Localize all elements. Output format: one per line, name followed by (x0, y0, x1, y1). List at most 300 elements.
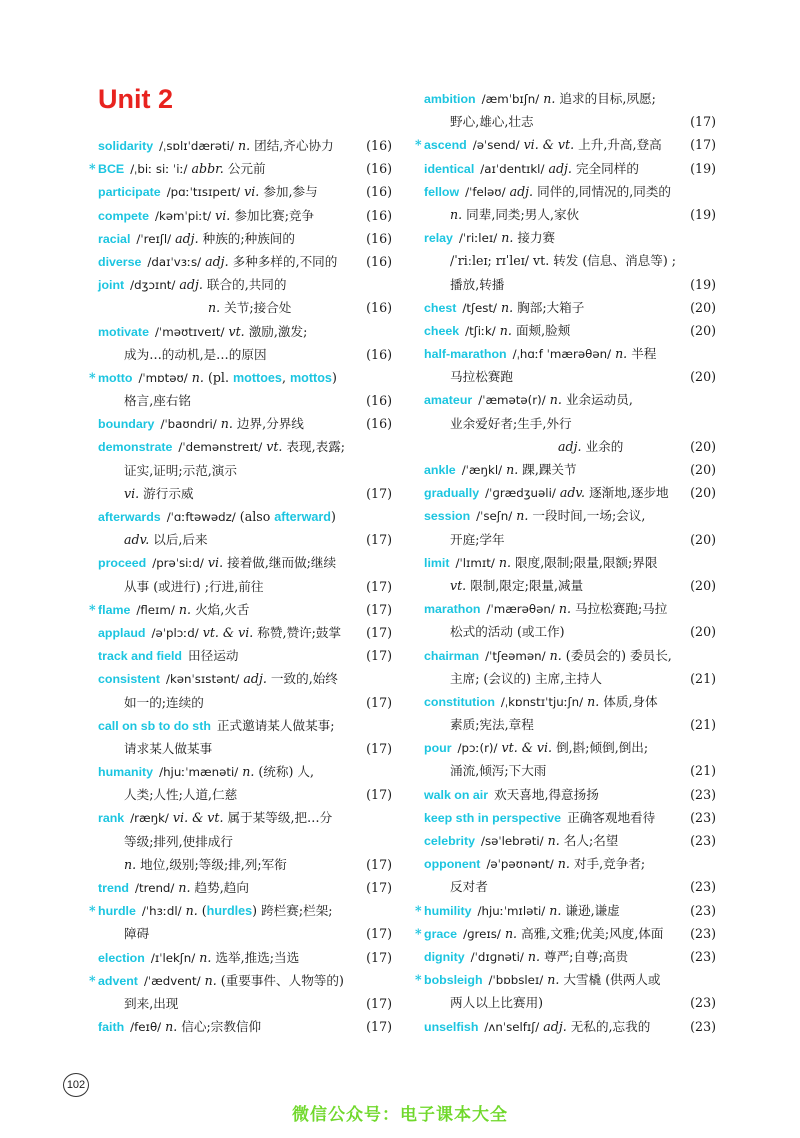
definition: 谦逊,谦虚 (565, 902, 620, 918)
definition: 半程 (631, 346, 657, 362)
headword: racial (98, 231, 131, 246)
vocab-entry (89, 157, 392, 180)
pronunciation: /ˈædvent/ (143, 973, 201, 988)
page-ref: (17) (366, 926, 392, 942)
pronunciation: /ˈmærəθən/ (486, 602, 555, 617)
page-ref: (23) (690, 1018, 716, 1034)
headword: unselfish (424, 1019, 479, 1034)
pronunciation: /səˈlebrəti/ (480, 834, 544, 848)
vocab-entry (424, 157, 716, 180)
vocab-entry (424, 644, 716, 667)
definition: 接力赛 (517, 230, 556, 246)
headword: humility (424, 903, 472, 918)
page-ref: (17) (366, 485, 392, 501)
vocab-entry (98, 714, 392, 737)
page-ref: (20) (690, 462, 716, 477)
vocab-entry (424, 296, 716, 319)
part-of-speech: n. (185, 903, 198, 919)
vocab-entry (98, 644, 392, 667)
vocab-column-left (89, 134, 392, 1038)
page-ref: (20) (690, 624, 716, 640)
vocab-entry (98, 204, 392, 227)
part-of-speech: adv. (124, 532, 150, 548)
definition: 火焰,火舌 (195, 601, 250, 617)
optional-star-mark: * (415, 972, 422, 988)
definition: 无私的,忘我的 (570, 1018, 651, 1034)
definition: 业余爱好者;生手,外行 (450, 415, 572, 431)
pronunciation: /ˈæmətə(r)/ (478, 393, 546, 408)
pronunciation: /tʃiːk/ (465, 323, 496, 338)
vocab-entry (415, 968, 716, 991)
page-ref: (19) (690, 206, 716, 222)
part-of-speech: n. (504, 925, 518, 941)
headword: bobsleigh (424, 973, 483, 988)
headword: ascend (424, 138, 467, 153)
vocab-entry (424, 504, 716, 527)
headword: pour (424, 741, 452, 756)
vocab-entry-continuation (424, 528, 716, 551)
page-ref: (16) (366, 138, 392, 153)
page-ref: (17) (366, 787, 392, 803)
definition: 涌流,倾泻;下大雨 (450, 763, 547, 779)
definition: 地位,级别;等级;排,列;军衔 (140, 856, 287, 872)
part-of-speech: n. (549, 647, 562, 663)
pronunciation: /ˈmɒtəʊ/ (138, 370, 188, 385)
page-ref: (17) (366, 1019, 392, 1035)
part-of-speech: n. (124, 856, 137, 872)
definition: (pl. (207, 369, 233, 385)
definition: 以后,后来 (153, 532, 208, 548)
part-of-speech: n. (208, 300, 221, 316)
definition: 业余运动员, (565, 392, 633, 408)
headword: humanity (98, 765, 154, 780)
definition: 业余的 (585, 438, 624, 454)
pronunciation: /prəˈsiːd/ (152, 556, 204, 571)
part-of-speech: n. (199, 949, 212, 965)
vocab-entry-continuation (424, 667, 716, 690)
vocab-entry (89, 899, 392, 922)
part-of-speech: vi. (215, 207, 231, 223)
page-ref: (17) (366, 648, 392, 664)
page-ref: (17) (366, 624, 392, 640)
part-of-speech: n. (204, 972, 217, 988)
page-ref: (17) (690, 137, 716, 153)
headword: session (424, 509, 471, 524)
vocab-entry (415, 899, 716, 922)
headword: constitution (424, 694, 495, 709)
vocab-entry (415, 133, 716, 156)
separator: , (281, 369, 290, 385)
page-ref: (17) (366, 740, 392, 756)
definition: 参加,参与 (263, 184, 318, 200)
headword: dignity (424, 949, 465, 964)
headword: amateur (424, 393, 473, 408)
page-ref: (17) (366, 949, 392, 965)
vocab-entry (98, 435, 392, 458)
definition: 公元前 (227, 161, 266, 177)
vocab-entry (424, 806, 716, 829)
page-ref: (17) (366, 601, 392, 617)
vocab-entry (424, 690, 716, 713)
page-ref: (16) (366, 184, 392, 200)
part-of-speech: n. (450, 206, 463, 222)
vocab-entry-continuation (424, 412, 716, 435)
optional-star-mark: * (89, 903, 96, 919)
headword: solidarity (98, 139, 154, 153)
pronunciation: /kəmˈpiːt/ (154, 208, 212, 223)
part-of-speech: n. (587, 693, 600, 709)
definition: 从事 (或进行) ;行进,前往 (124, 578, 264, 594)
vocab-entry-continuation (98, 853, 392, 876)
part-of-speech: n. (165, 1019, 178, 1035)
vocab-entry (424, 226, 716, 249)
optional-star-mark: * (89, 601, 96, 617)
definition: 障碍 (124, 926, 150, 942)
vocab-entry-continuation (424, 435, 716, 458)
definition: 野心,雄心,壮志 (450, 114, 534, 130)
pronunciation: /æmˈbɪʃn/ (481, 92, 540, 106)
definition: 游行示威 (143, 485, 194, 501)
headword: identical (424, 161, 475, 176)
optional-star-mark: * (89, 972, 96, 988)
pronunciation: /ˈɡrædʒuəli/ (485, 486, 556, 501)
headword: advent (98, 973, 138, 988)
pronunciation: /ˌbiː siː ˈiː/ (130, 162, 188, 177)
optional-star-mark: * (89, 161, 96, 177)
variant-form: afterward (274, 510, 331, 524)
definition: 追求的目标,夙愿; (559, 91, 656, 106)
definition: /ˈriːleɪ; rɪˈleɪ/ vt. 转发 (信息、消息等) ; (450, 253, 677, 269)
definition: 播放,转播 (450, 276, 505, 292)
definition: 正式邀请某人做某事; (216, 717, 335, 733)
part-of-speech: vt. & vi. (202, 624, 254, 640)
page-ref: (16) (366, 416, 392, 432)
headword: chest (424, 300, 457, 315)
vocab-entry-continuation (98, 459, 392, 482)
definition: 同伴的,同情况的,同类的 (537, 183, 672, 199)
definition: 反对者 (450, 879, 488, 895)
vocab-entry-continuation (424, 574, 716, 597)
vocab-entry (98, 1015, 392, 1038)
vocab-entry-continuation (98, 528, 392, 551)
definition: 一段时间,一场;会议, (532, 508, 646, 524)
definition: 联合的,共同的 (206, 277, 287, 293)
pronunciation: /ˈbɒbsleɪ/ (488, 973, 544, 988)
vocab-entry-continuation (424, 110, 716, 133)
vocab-entry (98, 760, 392, 783)
definition-tail: ) (331, 369, 337, 385)
headword: track and field (98, 649, 183, 664)
part-of-speech: n. (501, 230, 514, 246)
definition: 成为…的动机,是…的原因 (124, 346, 267, 362)
vocab-entry-continuation (98, 737, 392, 760)
page-ref: (23) (690, 833, 716, 848)
part-of-speech: vi. & vt. (172, 810, 224, 826)
vocab-entry (98, 250, 392, 273)
vocab-entry (89, 598, 392, 621)
vocab-entry (98, 320, 392, 343)
pronunciation: /feɪθ/ (130, 1020, 162, 1035)
page-ref: (16) (366, 346, 392, 362)
definition: 高雅,文雅;优美;风度,体面 (521, 925, 664, 941)
definition: 两人以上比赛用) (450, 995, 544, 1011)
page-ref: (23) (690, 948, 716, 964)
part-of-speech: adv. (559, 485, 586, 501)
headword: call on sb to do sth (98, 718, 211, 733)
pronunciation: /trend/ (135, 881, 175, 895)
vocab-entry (89, 366, 392, 389)
definition: 种族的;种族间的 (202, 230, 295, 246)
page-number: 102 (63, 1073, 89, 1097)
definition: (统称) 人, (258, 764, 314, 780)
page-ref: (20) (690, 485, 716, 501)
vocab-entry (415, 922, 716, 945)
pronunciation: /hjuːˈmænəti/ (159, 765, 239, 780)
definition: 等级;排列,使排成行 (124, 833, 233, 849)
vocab-entry (424, 319, 716, 342)
part-of-speech: n. (615, 346, 628, 362)
definition: 尊严;自尊;高贵 (543, 948, 629, 964)
pronunciation: /ˈhɜːdl/ (141, 904, 182, 919)
definition: 证实,证明;示范,演示 (124, 462, 237, 478)
pronunciation: /pɑːˈtɪsɪpeɪt/ (166, 185, 241, 200)
vocab-entry (98, 180, 392, 203)
part-of-speech: adj. (205, 253, 229, 269)
headword: ankle (424, 463, 456, 477)
headword: demonstrate (98, 440, 173, 455)
definition: 胸部;大箱子 (517, 299, 585, 315)
pronunciation: /daɪˈvɜːs/ (147, 254, 202, 269)
definition: 主席; (会议的) 主席,主持人 (450, 670, 603, 686)
part-of-speech: vt. & vi. (501, 740, 553, 756)
definition: 大雪橇 (供两人或 (563, 972, 661, 988)
definition: 人类;人性;人道,仁慈 (124, 787, 238, 803)
vocab-entry (424, 180, 716, 203)
optional-star-mark: * (415, 925, 422, 941)
definition: 限度,限制;限量,限额;界限 (515, 554, 658, 570)
definition: 完全同样的 (575, 160, 639, 176)
pronunciation: /ˈriːleɪ/ (458, 231, 498, 246)
vocab-entry (424, 945, 716, 968)
optional-star-mark: * (415, 902, 422, 918)
pronunciation: /ræŋk/ (130, 811, 169, 826)
headword: fellow (424, 184, 460, 199)
vocab-entry-continuation (98, 691, 392, 714)
definition: 名人;名望 (563, 833, 619, 848)
vocab-entry (424, 458, 716, 481)
headword: relay (424, 231, 453, 246)
page-ref: (16) (366, 161, 392, 177)
definition: 表现,表露; (286, 439, 346, 455)
pronunciation: /ˈməʊtɪveɪt/ (154, 324, 225, 339)
part-of-speech: adj. (543, 1018, 567, 1034)
headword: proceed (98, 556, 147, 571)
headword: opponent (424, 857, 481, 872)
page-ref: (19) (690, 276, 716, 292)
definition: 激励,激发; (248, 323, 308, 339)
watermark: 微信公众号：电子课本大全 (292, 1105, 508, 1125)
definition: 体质,身体 (603, 693, 658, 709)
headword: BCE (98, 162, 125, 177)
pronunciation: /pɔː(r)/ (457, 741, 498, 756)
vocab-entry (424, 597, 716, 620)
definition: 关节;接合处 (224, 300, 292, 316)
vocab-entry (89, 969, 392, 992)
headword: marathon (424, 602, 481, 617)
definition: 马拉松赛跑;马拉 (574, 601, 668, 617)
part-of-speech: n. (558, 601, 571, 617)
vocab-entry-continuation (424, 273, 716, 296)
vocab-entry-continuation (98, 575, 392, 598)
part-of-speech: vi. (207, 555, 224, 571)
headword: participate (98, 185, 161, 200)
definition: ( (201, 903, 207, 919)
vocab-entry-continuation (98, 922, 392, 945)
headword: celebrity (424, 834, 475, 848)
pronunciation: /ɪˈlekʃn/ (150, 950, 196, 965)
page-ref: (20) (690, 577, 716, 593)
vocab-entry-continuation (424, 203, 716, 226)
vocab-entry (98, 667, 392, 690)
part-of-speech: adj. (243, 671, 267, 687)
definition: 面颊,脸颊 (515, 322, 571, 338)
part-of-speech: n. (516, 508, 529, 524)
variant-form: hurdles (206, 904, 253, 919)
vocab-entry (424, 388, 716, 411)
page-ref: (17) (366, 694, 392, 710)
pronunciation: /ˌhɑːf ˈmærəθən/ (512, 347, 612, 362)
definition: 松式的活动 (或工作) (450, 624, 565, 640)
vocab-entry (424, 1015, 716, 1038)
definition: 踝,踝关节 (522, 462, 577, 477)
headword: election (98, 950, 145, 965)
vocab-entry (98, 621, 392, 644)
part-of-speech: n. (549, 392, 562, 408)
part-of-speech: adj. (509, 183, 534, 199)
part-of-speech: n. (498, 554, 511, 570)
pronunciation: /ˈdɪɡnəti/ (470, 949, 524, 964)
pronunciation: /ˈdemənstreɪt/ (178, 440, 263, 455)
headword: diverse (98, 254, 142, 269)
page-ref: (23) (690, 925, 716, 941)
vocab-entry-continuation (424, 249, 716, 272)
pronunciation: /ˈfeləʊ/ (465, 184, 506, 199)
vocab-entry (98, 134, 392, 157)
pronunciation: /dʒɔɪnt/ (130, 278, 176, 293)
part-of-speech: n. (178, 601, 192, 617)
part-of-speech: n. (557, 856, 570, 872)
part-of-speech: vt. (228, 323, 245, 339)
definition: 开庭;学年 (450, 531, 505, 547)
page-ref: (20) (690, 322, 716, 338)
definition: 请求某人做某事 (124, 740, 213, 756)
pronunciation: /ɡreɪs/ (463, 926, 501, 941)
part-of-speech: adj. (548, 160, 572, 176)
definition: 属于某等级,把…分 (227, 810, 333, 826)
page-ref: (20) (690, 369, 716, 385)
page-ref: (17) (366, 995, 392, 1011)
definition: 信心;宗教信仰 (181, 1019, 262, 1035)
definition: 参加比赛;竞争 (234, 207, 315, 223)
part-of-speech: vt. (266, 439, 283, 455)
definition: 对手,竞争者; (573, 856, 646, 872)
vocab-entry (98, 946, 392, 969)
definition: 团结,齐心协力 (254, 138, 334, 153)
pronunciation: /tʃest/ (462, 300, 497, 315)
vocab-entry (98, 551, 392, 574)
headword: half-marathon (424, 347, 507, 362)
pronunciation: /əˈpəʊnənt/ (486, 857, 554, 872)
vocab-entry (98, 876, 392, 899)
page-ref: (16) (366, 253, 392, 269)
vocab-entry (98, 505, 392, 528)
pronunciation: /ˈɑːftəwədz/ (166, 510, 236, 524)
definition-tail: ) 跨栏赛;栏架; (252, 903, 333, 919)
headword: walk on air (424, 787, 489, 802)
definition: 马拉松赛跑 (450, 369, 513, 385)
unit-title: Unit 2 (98, 84, 174, 114)
optional-star-mark: * (415, 137, 422, 153)
definition: 上升,升高,登高 (578, 137, 662, 153)
part-of-speech: n. (543, 91, 556, 106)
definition: 边界,分界线 (236, 416, 304, 432)
headword: grace (424, 926, 458, 941)
part-of-speech: n. (527, 948, 540, 964)
part-of-speech: n. (506, 462, 519, 477)
part-of-speech: n. (178, 880, 191, 895)
definition: (委员会的) 委员长, (565, 647, 672, 663)
vocab-entry-continuation (98, 992, 392, 1015)
page-ref: (20) (690, 299, 716, 315)
pronunciation: /kənˈsɪstənt/ (165, 672, 240, 687)
vocab-entry (424, 342, 716, 365)
definition: 逐渐地,逐步地 (589, 485, 669, 501)
headword: applaud (98, 625, 146, 640)
headword: keep sth in perspective (424, 810, 562, 825)
definition: 称赞,赞许;鼓掌 (257, 624, 342, 640)
pronunciation: /ˌsɒlɪˈdærəti/ (159, 139, 234, 153)
page-ref: (17) (366, 880, 392, 895)
part-of-speech: vi. (244, 184, 260, 200)
part-of-speech: adj. (558, 438, 582, 454)
headword: chairman (424, 648, 480, 663)
page-ref: (16) (366, 393, 392, 409)
vocab-entry (98, 412, 392, 435)
headword: motivate (98, 324, 149, 339)
headword: compete (98, 208, 149, 223)
page-ref: (23) (690, 995, 716, 1011)
pronunciation: /ˌkɒnstɪˈtjuːʃn/ (500, 694, 584, 709)
page-ref: (16) (366, 230, 392, 246)
headword: consistent (98, 672, 160, 687)
headword: cheek (424, 323, 460, 338)
headword: faith (98, 1020, 125, 1035)
part-of-speech: n. (220, 416, 233, 432)
vocab-entry (424, 551, 716, 574)
part-of-speech: n. (500, 299, 514, 315)
pronunciation: /ˈreɪʃl/ (136, 231, 172, 246)
vocab-entry-continuation (98, 296, 392, 319)
vocab-entry (424, 783, 716, 806)
vocab-entry (424, 87, 716, 110)
headword: limit (424, 555, 450, 570)
page-ref: (21) (690, 717, 716, 733)
pronunciation: /əˈsend/ (472, 138, 520, 153)
definition: 一致的,始终 (270, 671, 338, 687)
page-ref: (20) (690, 531, 716, 547)
headword: trend (98, 881, 129, 895)
definition: 素质;宪法,章程 (450, 717, 534, 733)
